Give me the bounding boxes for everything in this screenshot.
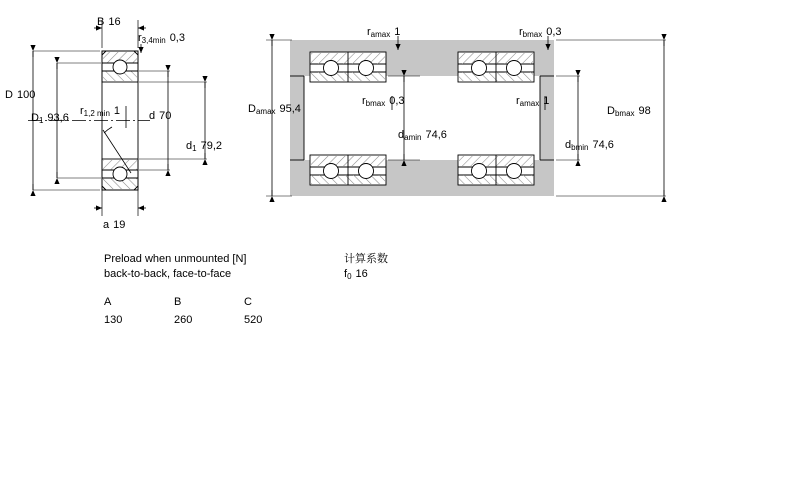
dim-label-Dbmax: $D_{bmax}$ 98 — [607, 105, 651, 118]
dim-label-B: B 16 — [97, 16, 121, 28]
preload-value-C: 520 — [244, 314, 263, 326]
dim-label-rbmax-mid: $r_{bmax}$ 0,3 — [362, 95, 405, 108]
dim-label-r34min: $r_{3,4min}$ 0,3 — [138, 32, 185, 45]
factor-title: 计算系数 — [344, 253, 388, 265]
preload-table — [104, 296, 314, 326]
dim-label-damin: $d_{amin}$ 74,6 — [398, 129, 447, 142]
preload-col-C: C — [244, 296, 252, 308]
dim-label-rbmax-top: $r_{bmax}$ 0,3 — [519, 26, 562, 39]
dim-label-D1: $D_1$ 93,6 — [31, 112, 69, 125]
dim-label-dbmin: $d_{bmin}$ 74,6 — [565, 139, 614, 152]
dim-label-ramax-top: $r_{amax}$ 1 — [367, 26, 401, 39]
preload-value-A: 130 — [104, 314, 123, 326]
dim-label-D: D 100 — [5, 89, 36, 101]
preload-title: Preload when unmounted [N] — [104, 253, 247, 265]
dim-label-a: a 19 — [103, 219, 126, 231]
dim-label-d1: $d_1$ 79,2 — [186, 140, 222, 153]
table-row-headers — [104, 296, 314, 308]
dim-label-Damax: $D_{amax}$ 95,4 — [248, 103, 301, 116]
preload-subtitle: back-to-back, face-to-face — [104, 268, 232, 280]
dim-label-ramax-mid: $r_{amax}$ 1 — [516, 95, 550, 108]
dim-label-r12min: $r_{1,2 min}$ 1 — [80, 105, 121, 118]
table-row-values — [104, 308, 314, 326]
preload-value-B: 260 — [174, 314, 193, 326]
dim-label-d: d 70 — [149, 110, 172, 122]
factor-value: $f_0$ 16 — [344, 268, 368, 281]
preload-col-B: B — [174, 296, 182, 308]
preload-col-A: A — [104, 296, 112, 308]
